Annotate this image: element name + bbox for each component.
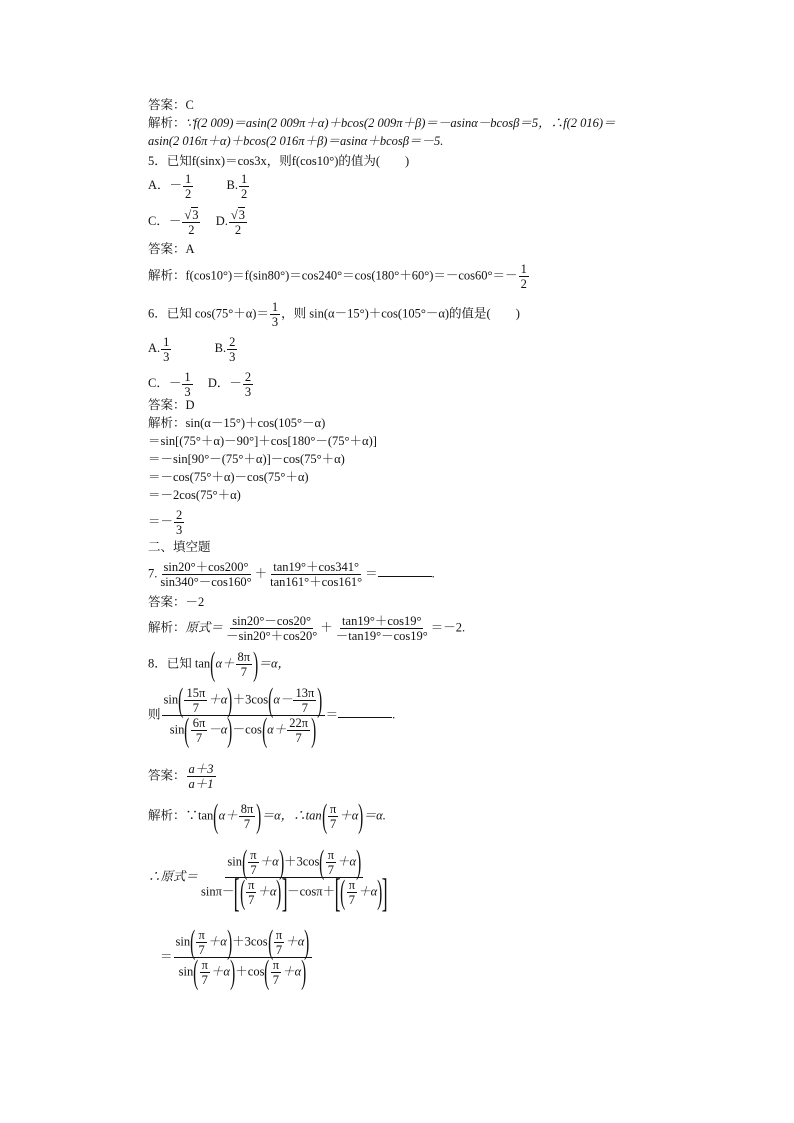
q4-analysis-line-1 <box>148 116 616 131</box>
q7-analysis-line: 解析：原式＝ $\frac{\sin 20^\circ-\cos 20^\circ}{-\sin 20^\circ+\cos 20^\circ}$ ＋ $\frac{\tan 19^\circ+\cos 19^\circ}{-\tan 19^\circ-\cos 19^\circ}$ ＝－2. <box>148 614 466 643</box>
analysis-label: 解析： <box>148 116 186 130</box>
q5-analysis-line: 解析：f(cos10°)＝f(sin80°)＝cos240°＝cos(180°＋60°)＝－cos60°＝－ $\frac{1}{2}$ <box>148 262 527 291</box>
q8-analysis-line-1: 解析：∵tan(α＋ $\frac{8\pi}{7}$ )＝α，∴tan( $\frac{\pi}{7}$ ＋α)＝α. <box>148 797 386 835</box>
q6-analysis-step-1: 解析：sin(α－15°)＋cos(105°－α) <box>148 416 326 430</box>
q5-options-ab <box>148 172 250 201</box>
q6-analysis-step-2: ＝sin[(75°＋α)－90°]＋cos[180°－(75°＋α)] <box>148 434 377 448</box>
answer-value: D <box>185 398 195 412</box>
q8-stem: 8．已知 tan(α＋ $\frac{8\pi}{7}$ )＝α， <box>148 645 290 683</box>
answer-blank[interactable] <box>378 566 432 577</box>
sqrt-icon: √ <box>230 208 238 222</box>
q7-stem: 7. $\frac{\sin 20^\circ+\cos 200^\circ}{\sin 340^\circ-\cos 160^\circ}$ ＋ $\frac{\tan 19^\circ+\cos 341^\circ}{\tan 161^\circ+\cos 161^\circ}$ ＝ . <box>148 560 435 589</box>
q5-solution: f(cos10°)＝f(sin80°)＝cos240°＝cos(180°＋60°)＝－cos60°＝－ <box>185 268 518 283</box>
q5-stem: 5．已知f(sinx)＝cos3x，则f(cos10°)的值为( ) <box>148 154 410 168</box>
answer-value: C <box>185 98 194 112</box>
q5-option-d[interactable]: D. $\frac{√3}{2}$ <box>215 208 245 237</box>
q4-solution-1: ∵f(2 009)＝asin(2 009π＋α)＋bcos(2 009π＋β)＝－asinα－bcosβ＝5，∴f(2 016)＝ <box>185 116 616 130</box>
q6-options-cd <box>148 370 254 399</box>
q6-option-a[interactable]: A. $\frac{1}{3}$ <box>148 335 170 364</box>
q6-analysis-step-4: ＝－cos(75°＋α)－cos(75°＋α) <box>148 470 309 484</box>
section-title: 二、填空题 <box>148 540 211 554</box>
answer-value: A <box>185 242 195 256</box>
answer-blank[interactable] <box>338 707 392 718</box>
q7-answer-line: 答案：－2 <box>148 595 205 609</box>
q5-option-c[interactable]: C．－ $\frac{√3}{2}$ <box>148 208 199 237</box>
q4-answer-line <box>148 98 194 113</box>
sqrt-icon: √ <box>184 208 192 222</box>
q6-option-c[interactable]: C．－ $\frac{1}{3}$ <box>148 370 191 399</box>
q8-expression: 则 sin( $\frac{15\pi}{7}$ ＋α)＋3cos(α－ $\frac{13\pi}{7}$ ) sin( $\frac{6\pi}{7}$ －α)－cos(α＋ $\frac{22\pi}{7}$ ) ＝ . <box>148 681 396 749</box>
q6-analysis-step-3: ＝－sin[90°－(75°＋α)]－cos(75°＋α) <box>148 452 345 466</box>
answer-value: －2 <box>185 595 205 609</box>
q4-analysis-line-2: asin(2 016π＋α)＋bcos(2 016π＋β)＝asinα＋bcosβ＝－5. <box>148 134 444 148</box>
q5-answer-line: 答案：A <box>148 242 195 256</box>
q8-analysis-line-3: ＝ sin( $\frac{\pi}{7}$ ＋α)＋3cos( $\frac{\pi}{7}$ ＋α) sin( $\frac{\pi}{7}$ ＋α)＋cos( $\frac{\pi}{7}$ ＋α) <box>160 928 313 987</box>
q5-option-a[interactable]: A．－ $\frac{1}{2}$ <box>148 172 192 201</box>
q5-option-b[interactable]: B. $\frac{1}{2}$ <box>226 172 248 201</box>
q6-analysis-step-5: ＝－2cos(75°＋α) <box>148 488 241 502</box>
q5-options-cd <box>148 207 248 237</box>
q6-options-ab <box>148 335 238 364</box>
q6-analysis-step-6: ＝－ $\frac{2}{3}$ <box>148 508 183 537</box>
q6-stem: 6．已知 cos(75°＋α)＝ $\frac{1}{3}$ ，则 sin(α－15°)＋cos(105°－α)的值是( ) <box>148 300 520 329</box>
q8-analysis-line-2: ∴原式＝ sin( $\frac{\pi}{7}$ ＋α)＋3cos( $\frac{\pi}{7}$ ＋α) sinπ－[( $\frac{\pi}{7}$ ＋α)]－cosπ＋[( $\frac{\pi}{7}$ ＋α)] <box>148 843 389 915</box>
q8-answer-line: 答案： $\frac{a+3}{a+1}$ <box>148 762 214 791</box>
q6-option-d[interactable]: D．－ $\frac{2}{3}$ <box>207 370 252 399</box>
q6-answer-line: 答案：D <box>148 398 195 412</box>
q6-option-b[interactable]: B. $\frac{2}{3}$ <box>214 335 236 364</box>
answer-label: 答案： <box>148 98 186 112</box>
